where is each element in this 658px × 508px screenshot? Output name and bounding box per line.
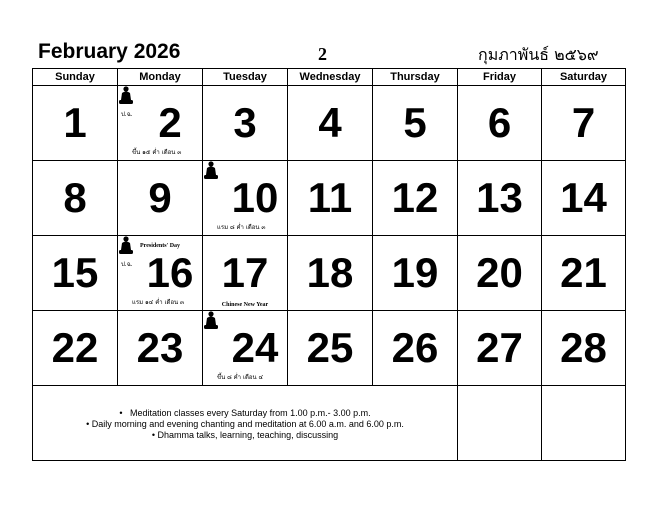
day-number: 7 — [571, 99, 596, 146]
day-number: 16 — [146, 249, 194, 296]
buddha-icon — [119, 86, 133, 105]
empty-cell — [458, 386, 542, 461]
bullet: • — [151, 430, 156, 440]
note-item — [33, 419, 457, 430]
day-cell[interactable] — [288, 311, 373, 386]
day-number: 1 — [63, 99, 87, 146]
month-title: February 2026 — [38, 40, 181, 63]
day-number: 20 — [476, 249, 523, 296]
month-number: 2 — [318, 44, 327, 64]
notes-row — [33, 386, 626, 461]
day-cell[interactable] — [203, 236, 288, 311]
lunar-date-note: ขึ้น ๑๕ ค่ำ เดือน ๓ — [132, 149, 182, 156]
day-cell[interactable] — [203, 311, 288, 386]
day-cell[interactable] — [542, 236, 626, 311]
event-label: Chinese New Year — [221, 302, 269, 308]
day-cell[interactable] — [458, 236, 542, 311]
day-cell[interactable] — [203, 161, 288, 236]
day-cell[interactable] — [203, 86, 288, 161]
day-number: 4 — [318, 99, 342, 146]
buddha-icon — [119, 236, 133, 255]
day-cell[interactable] — [288, 236, 373, 311]
weekday-tuesday: Tuesday — [203, 69, 288, 86]
thai-month-title: กุมภาพันธ์ ๒๕๖๙ — [478, 45, 599, 64]
weekday-sunday: Sunday — [33, 69, 118, 86]
day-cell[interactable] — [373, 311, 458, 386]
weekday-saturday: Saturday — [542, 69, 626, 86]
note-text: Daily morning and evening chanting and meditation at 6.00 a.m. and 6.00 p.m. — [91, 419, 404, 429]
week-row — [33, 236, 626, 311]
holiday-label: Presidents' Day — [140, 243, 181, 249]
day-cell[interactable] — [118, 161, 203, 236]
note-text: Meditation classes every Saturday from 1.00 p.m.- 3.00 p.m. — [130, 408, 371, 418]
day-cell[interactable] — [118, 86, 203, 161]
day-number: 12 — [391, 174, 439, 221]
lunar-date-note: ขึ้น ๘ ค่ำ เดือน ๔ — [217, 374, 264, 381]
day-number: 9 — [148, 174, 172, 221]
note-text: Dhamma talks, learning, teaching, discussing — [157, 430, 339, 440]
week-row — [33, 86, 626, 161]
day-number: 21 — [560, 249, 607, 296]
buddha-icon — [204, 161, 218, 180]
day-number: 22 — [51, 324, 99, 371]
weekday-wednesday: Wednesday — [288, 69, 373, 86]
day-cell[interactable] — [33, 236, 118, 311]
day-cell[interactable] — [33, 161, 118, 236]
uposatha-marker: ป.ฉ. — [121, 111, 133, 118]
bullet: • — [86, 419, 90, 429]
day-cell[interactable] — [542, 86, 626, 161]
day-number: 5 — [403, 99, 427, 146]
day-cell[interactable] — [373, 161, 458, 236]
day-cell[interactable] — [542, 311, 626, 386]
calendar-grid — [32, 68, 626, 461]
day-number: 15 — [51, 249, 99, 296]
weekday-friday: Friday — [458, 69, 542, 86]
day-cell[interactable] — [33, 311, 118, 386]
day-number: 27 — [476, 324, 523, 371]
day-cell[interactable] — [458, 86, 542, 161]
week-row — [33, 311, 626, 386]
weekday-header-row — [33, 69, 626, 86]
weekday-thursday: Thursday — [373, 69, 458, 86]
day-number: 3 — [233, 99, 257, 146]
notes-cell — [33, 386, 458, 461]
note-item — [33, 408, 457, 419]
day-number: 8 — [63, 174, 87, 221]
day-number: 19 — [391, 249, 439, 296]
note-item — [33, 430, 457, 441]
empty-cell — [542, 386, 626, 461]
lunar-date-note: แรม ๑๔ ค่ำ เดือน ๓ — [132, 299, 185, 306]
day-cell[interactable] — [288, 86, 373, 161]
day-number: 28 — [560, 324, 607, 371]
day-number: 24 — [231, 324, 279, 371]
day-cell[interactable] — [288, 161, 373, 236]
weekday-monday: Monday — [118, 69, 203, 86]
day-number: 2 — [158, 99, 182, 146]
buddha-icon — [204, 311, 218, 330]
day-cell[interactable] — [33, 86, 118, 161]
day-cell[interactable] — [542, 161, 626, 236]
day-number: 13 — [476, 174, 523, 221]
day-number: 18 — [306, 249, 354, 296]
day-number: 10 — [231, 174, 279, 221]
day-number: 25 — [306, 324, 354, 371]
uposatha-marker: ป.ฉ. — [121, 261, 133, 268]
day-number: 6 — [487, 99, 512, 146]
day-number: 26 — [391, 324, 439, 371]
day-cell[interactable] — [458, 161, 542, 236]
day-cell[interactable] — [118, 311, 203, 386]
bullet: • — [119, 408, 123, 418]
lunar-date-note: แรม ๘ ค่ำ เดือน ๓ — [217, 224, 266, 231]
week-row — [33, 161, 626, 236]
day-cell[interactable] — [373, 236, 458, 311]
day-number: 11 — [307, 174, 353, 221]
notes-list — [33, 408, 457, 441]
day-cell[interactable] — [118, 236, 203, 311]
day-cell[interactable] — [373, 86, 458, 161]
day-number: 14 — [560, 174, 607, 221]
day-number: 17 — [221, 249, 269, 296]
day-cell[interactable] — [458, 311, 542, 386]
day-number: 23 — [136, 324, 184, 371]
